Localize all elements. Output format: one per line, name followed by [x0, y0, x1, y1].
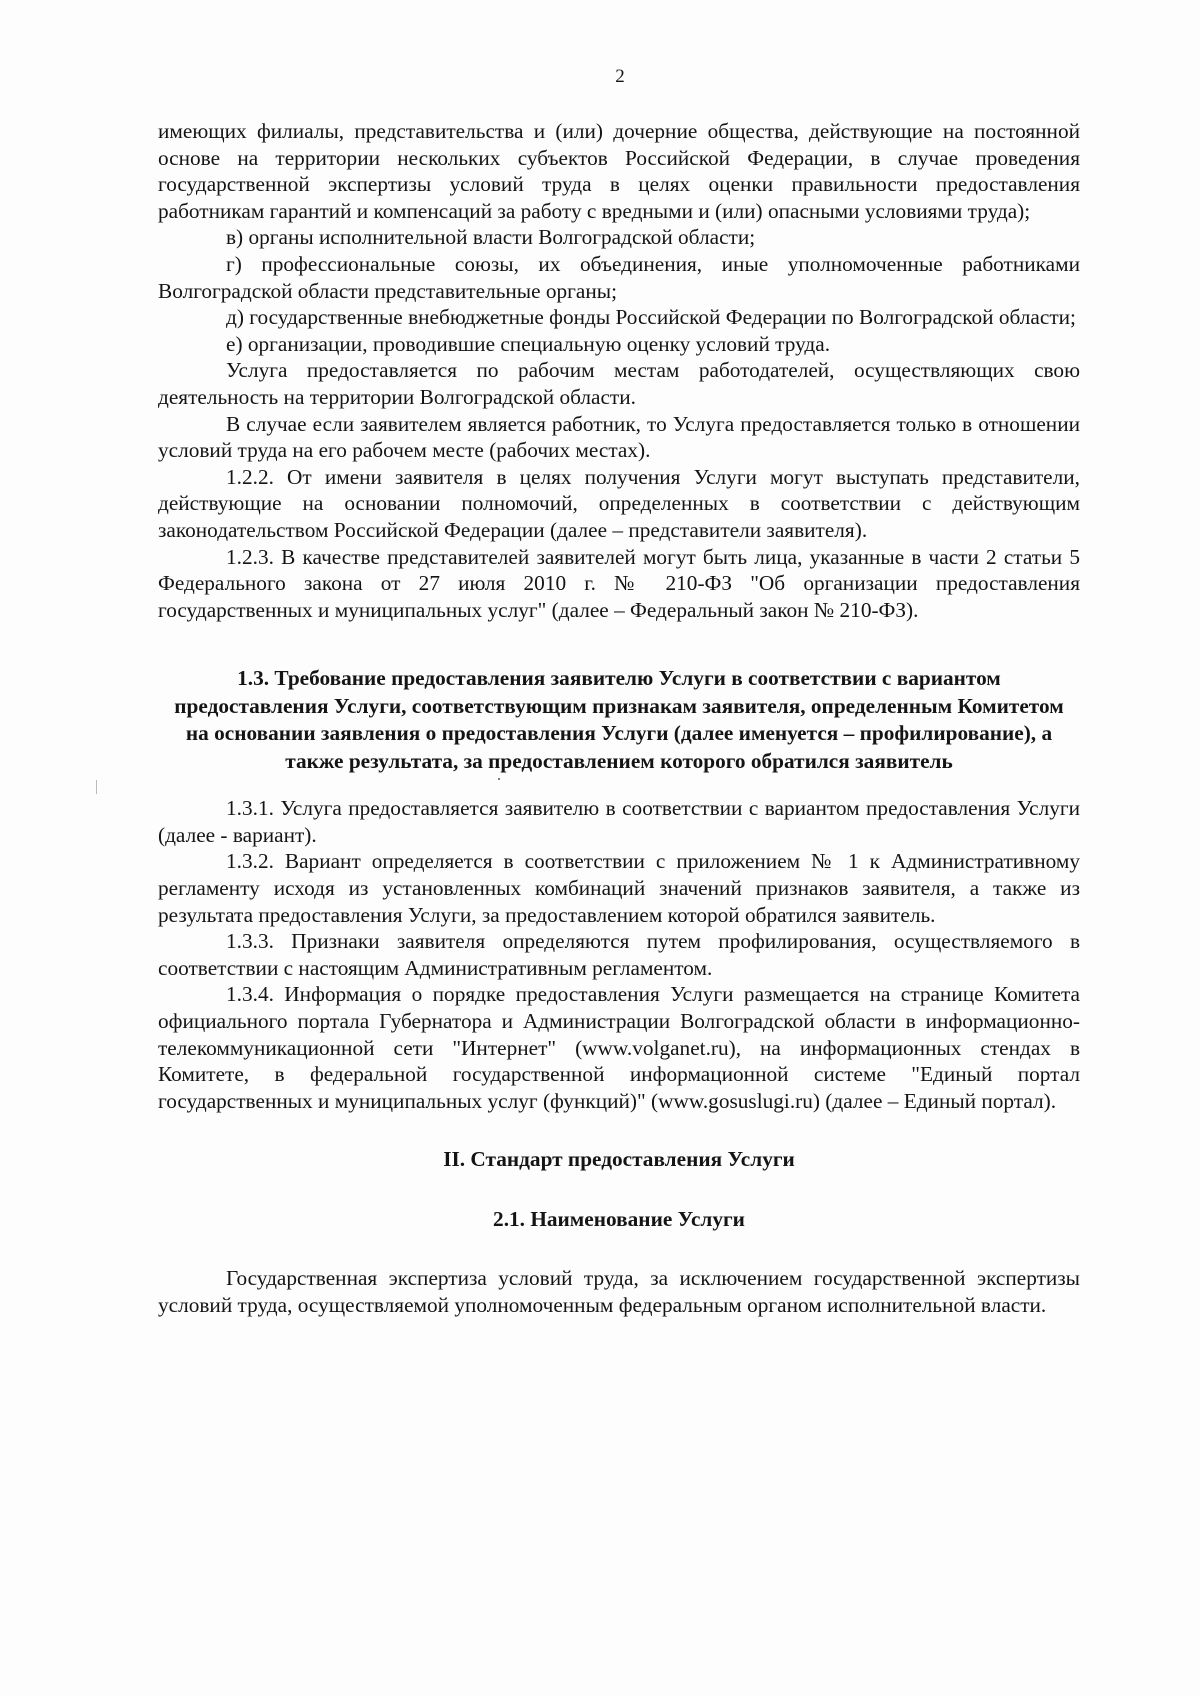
paragraph-1-3-2: 1.3.2. Вариант определяется в соответствии с приложением № 1 к Административному регламенту исходя из установленных комбинаций значений признаков заявителя, а также из результата предоставления Услуги, за предоставлением которой обратился заявитель.	[158, 849, 1080, 927]
document-body	[158, 118, 1080, 1319]
list-item-g: г) профессиональные союзы, их объединения, иные уполномоченные работниками Волгоградской области представительные органы;	[158, 251, 1080, 303]
paragraph-continuation: имеющих филиалы, представительства и (или) дочерние общества, действующие на постоянной основе на территории нескольких субъектов Российской Федерации, в случае проведения государственной экспертизы условий труда в целях оценки правильности предоставления работникам гарантий и компенсаций за работу с вредными и (или) опасными условиями труда);	[158, 119, 1080, 223]
paragraph-workplaces: Услуга предоставляется по рабочим местам работодателей, осуществляющих свою деятельность на территории Волгоградской области.	[158, 358, 1080, 409]
paragraph-1-2-3: 1.2.3. В качестве представителей заявителей могут быть лица, указанные в части 2 статьи 5 Федерального закона от 27 июля 2010 г. № 210-ФЗ "Об организации предоставления государственных и муниципальных услуг" (далее – Федеральный закон № 210-ФЗ).	[158, 544, 1080, 622]
page-number: 2	[615, 66, 625, 87]
list-item-v: в) органы исполнительной власти Волгоградской области;	[226, 225, 756, 250]
section-heading-1-3: 1.3. Требование предоставления заявителю Услуги в соответствии с вариантом предоставления Услуги, соответствующим признакам заявителя, определенным Комитетом на основании заявления о предоставления Услуги (далее именуется – профилирование), а также результата, за предоставлением которого обратился заявитель	[174, 666, 1064, 773]
paragraph-1-3-4: 1.3.4. Информация о порядке предоставления Услуги размещается на странице Комитета официального портала Губернатора и Администрации Волгоградской области в информационно-телекоммуникационной сети "Интернет" (www.volganet.ru), на информационных стендах в Комитете, в федеральной государственной информационной системе "Единый портал государственных и муниципальных услуг (функций)" (www.gosuslugi.ru) (далее – Единый портал).	[158, 982, 1080, 1113]
list-item-e: е) организации, проводившие специальную оценку условий труда.	[226, 331, 831, 356]
paragraph-1-3-3: 1.3.3. Признаки заявителя определяются путем профилирования, осуществляемого в соответствии с настоящим Административным регламентом.	[158, 929, 1080, 980]
list-item-d: д) государственные внебюджетные фонды Российской Федерации по Волгоградской области;	[226, 305, 1076, 330]
paragraph-2-1: Государственная экспертиза условий труда, за исключением государственной экспертизы условий труда, осуществляемой уполномоченным федеральным органом исполнительной власти.	[158, 1266, 1080, 1317]
paragraph-1-2-2: 1.2.2. От имени заявителя в целях получения Услуги могут выступать представители, действующие на основании полномочий, определенных в соответствии с действующим законодательством Российской Федерации (далее – представители заявителя).	[158, 464, 1080, 542]
chapter-heading-2: II. Стандарт предоставления Услуги	[443, 1147, 795, 1172]
paragraph-1-3-1: 1.3.1. Услуга предоставляется заявителю в соответствии с вариантом предоставления Услуги (далее - вариант).	[158, 796, 1080, 847]
paragraph-employee-case: В случае если заявителем является работник, то Услуга предоставляется только в отношении условий труда на его рабочем месте (рабочих местах).	[158, 411, 1080, 463]
scan-artifact	[96, 780, 97, 794]
section-heading-2-1: 2.1. Наименование Услуги	[493, 1206, 745, 1231]
